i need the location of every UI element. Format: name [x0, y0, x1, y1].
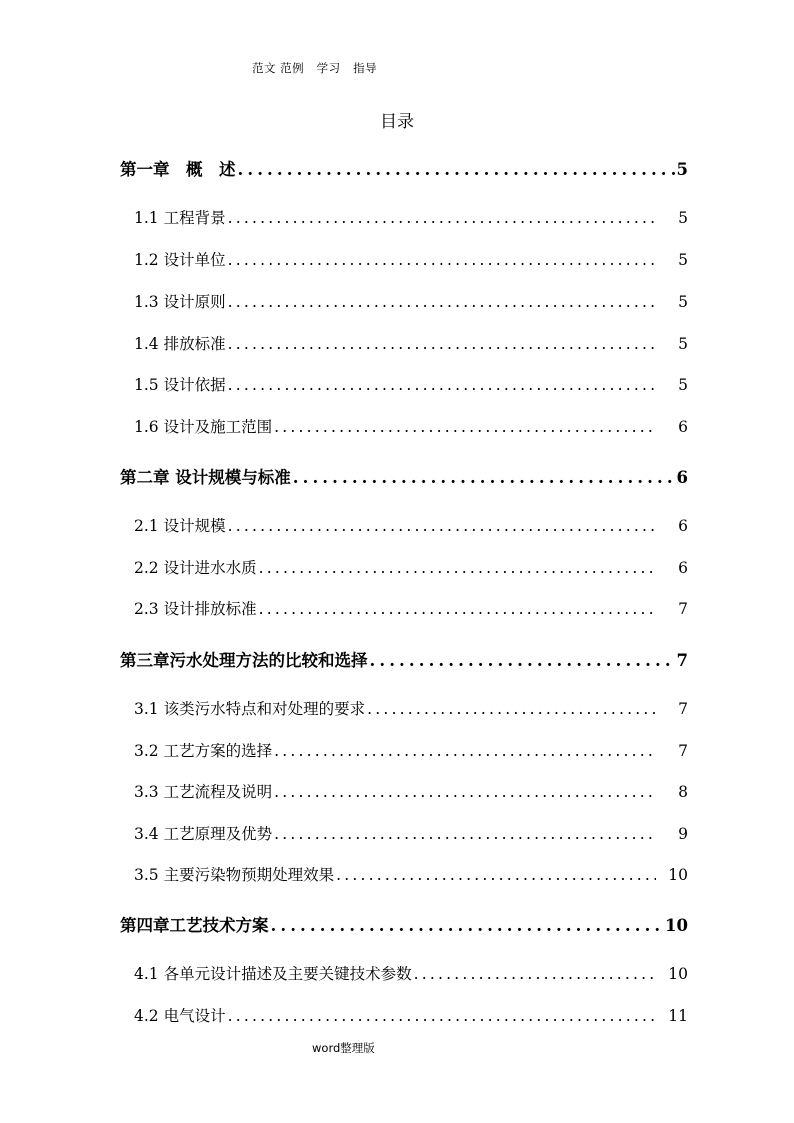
toc-section-2-1[interactable]	[134, 514, 688, 536]
toc-section-3-4[interactable]	[134, 822, 688, 844]
toc-leader	[370, 651, 675, 670]
toc-title: 目录	[380, 112, 414, 132]
toc-page-number: 7	[678, 700, 688, 718]
toc-page-number: 10	[668, 866, 688, 884]
toc-section-2-2[interactable]	[134, 556, 688, 578]
toc-section-1-1[interactable]	[134, 206, 688, 228]
toc-leader	[228, 1007, 656, 1025]
toc-entry-label: 1.5 设计依据	[134, 376, 226, 394]
toc-section-4-1[interactable]	[134, 962, 688, 984]
toc-page-number: 6	[678, 418, 688, 436]
toc-entry-label: 第三章污水处理方法的比较和选择	[120, 651, 368, 670]
toc-entry-label: 2.2 设计进水水质	[134, 559, 257, 577]
toc-section-1-2[interactable]	[134, 248, 688, 270]
toc-chapter-1[interactable]	[120, 156, 688, 180]
toc-chapter-2[interactable]	[120, 464, 688, 488]
toc-entry-label: 3.4 工艺原理及优势	[134, 825, 273, 843]
toc-entry-label: 4.1 各单元设计描述及主要关键技术参数	[134, 965, 412, 983]
toc-leader	[293, 468, 675, 487]
toc-page-number: 5	[678, 293, 688, 311]
toc-leader	[228, 293, 656, 311]
toc-page-number: 10	[665, 916, 688, 935]
toc-leader	[228, 376, 656, 394]
toc-section-1-5[interactable]	[134, 373, 688, 395]
toc-entry-label: 1.4 排放标准	[134, 335, 226, 353]
toc-leader	[274, 783, 656, 801]
toc-page-number: 6	[678, 559, 688, 577]
toc-section-3-1[interactable]	[134, 697, 688, 719]
toc-entry-label: 第四章工艺技术方案	[120, 916, 269, 935]
toc-page-number: 5	[676, 160, 688, 179]
toc-page-number: 7	[678, 742, 688, 760]
toc-leader	[274, 418, 656, 436]
toc-section-3-3[interactable]	[134, 780, 688, 802]
toc-section-4-2[interactable]	[134, 1004, 688, 1026]
toc-entry-label: 1.1 工程背景	[134, 209, 226, 227]
toc-section-1-3[interactable]	[134, 290, 688, 312]
toc-section-2-3[interactable]	[134, 597, 688, 619]
toc-page-number: 10	[668, 965, 688, 983]
toc-page-number: 6	[676, 468, 688, 487]
toc-entry-label: 1.3 设计原则	[134, 293, 226, 311]
toc-leader	[228, 251, 656, 269]
toc-entry-label: 3.3 工艺流程及说明	[134, 783, 273, 801]
toc-chapter-3[interactable]	[120, 647, 688, 671]
toc-entry-label: 3.5 主要污染物预期处理效果	[134, 866, 335, 884]
toc-section-1-6[interactable]	[134, 415, 688, 437]
toc-entry-label: 2.3 设计排放标准	[134, 600, 257, 618]
page-footer: word整理版	[312, 1041, 375, 1055]
toc-section-3-2[interactable]	[134, 739, 688, 761]
toc-page-number: 7	[678, 600, 688, 618]
toc-leader	[274, 825, 656, 843]
toc-page-number: 5	[678, 376, 688, 394]
toc-leader	[336, 866, 656, 884]
toc-leader	[367, 700, 656, 718]
toc-section-1-4[interactable]	[134, 332, 688, 354]
page-header: 范文 范例 学习 指导	[252, 61, 378, 75]
toc-entry-label: 4.2 电气设计	[134, 1007, 226, 1025]
toc-page-number: 5	[678, 209, 688, 227]
toc-page-number: 6	[678, 517, 688, 535]
toc-entry-label: 1.2 设计单位	[134, 251, 226, 269]
toc-leader	[259, 559, 656, 577]
toc-leader	[271, 916, 664, 935]
toc-leader	[228, 209, 656, 227]
toc-leader	[228, 517, 656, 535]
toc-page-number: 7	[676, 651, 688, 670]
toc-page-number: 11	[668, 1007, 688, 1025]
toc-leader	[259, 600, 656, 618]
toc-section-3-5[interactable]	[134, 863, 688, 885]
toc-page-number: 5	[678, 335, 688, 353]
toc-chapter-4[interactable]	[120, 912, 688, 936]
toc-leader	[228, 335, 656, 353]
toc-entry-label: 3.1 该类污水特点和对处理的要求	[134, 700, 366, 718]
toc-entry-label: 1.6 设计及施工范围	[134, 418, 273, 436]
toc-entry-label: 3.2 工艺方案的选择	[134, 742, 273, 760]
toc-leader	[274, 742, 656, 760]
toc-page-number: 9	[678, 825, 688, 843]
toc-entry-label: 第二章 设计规模与标准	[120, 468, 291, 487]
toc-page-number: 5	[678, 251, 688, 269]
toc-leader	[238, 160, 675, 179]
toc-entry-label: 第一章 概 述	[120, 160, 236, 179]
toc-entry-label: 2.1 设计规模	[134, 517, 226, 535]
toc-page-number: 8	[678, 783, 688, 801]
toc-leader	[414, 965, 656, 983]
